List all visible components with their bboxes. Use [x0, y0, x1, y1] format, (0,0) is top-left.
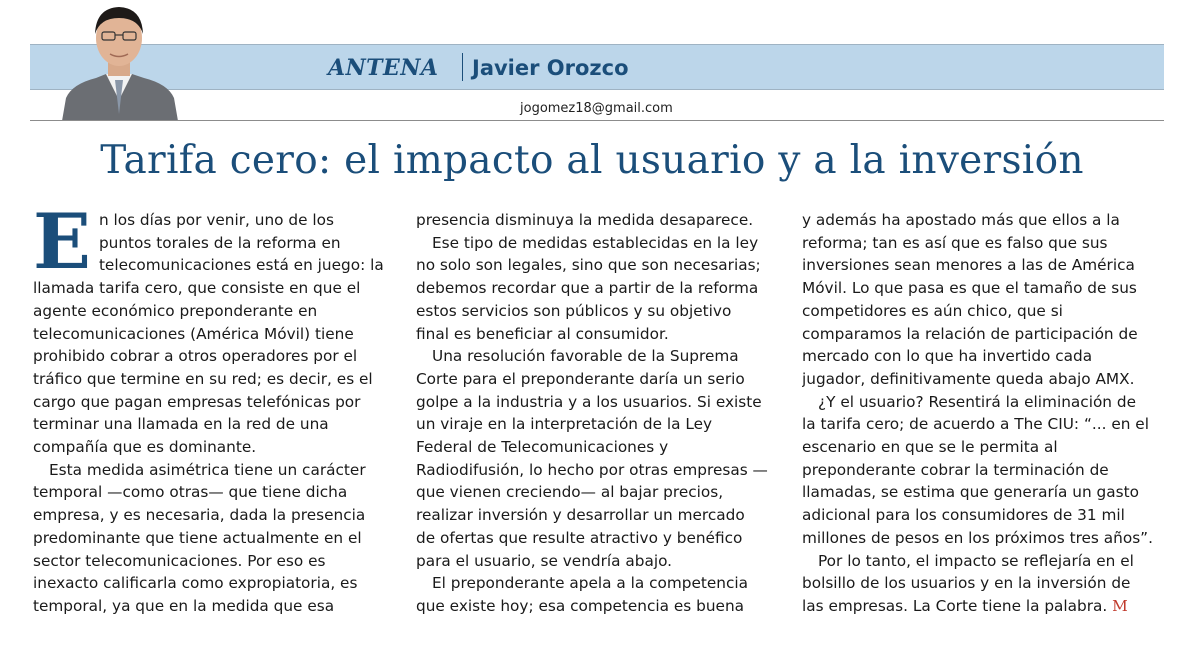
paragraph: Ese tipo de medidas establecidas en la ley no solo son legales, sino que son necesarias; debemos recordar que a partir de la reforma estos servicios son públicos y su objetivo final es beneficiar al consumidor. [416, 233, 761, 343]
article-column-3 [802, 209, 1154, 629]
banner-divider [462, 53, 463, 81]
paragraph-text: n los días por venir, uno de los puntos torales de la reforma en telecomunicaciones está en juego: la llamada tarifa cero, que consiste en que el agente económico preponderante en telecomunicaciones (América Móvil) tiene prohibido cobrar a otros operadores por el tráfico que termine en su red; es decir, es el cargo que pagan empresas telefónicas por terminar una llamada en la red de una compañía que es dominante. [33, 211, 384, 457]
article-column-2 [416, 209, 768, 629]
author-name: Javier Orozco [472, 56, 629, 80]
paragraph: ¿Y el usuario? Resentirá la eliminación de la tarifa cero; de acuerdo a The CIU: “... en el escenario en que se le permita al preponderante cobrar la terminación de llamadas, se estima que generaría un gasto adicional para los consumidores de 31 mil millones de pesos en los próximos tres años”. [802, 392, 1153, 547]
paragraph: y además ha apostado más que ellos a la reforma; tan es así que es falso que sus inversiones sean menores a las de América Móvil. Lo que pasa es que el tamaño de sus competidores es aún chico, que si comparamos la relación de participación de mercado con lo que ha invertido cada jugador, definitivamente queda abajo AMX. [802, 211, 1138, 388]
paragraph [802, 550, 1154, 618]
paragraph: Una resolución favorable de la Suprema Corte para el preponderante daría un serio golpe a la industria y a los usuarios. Si existe un viraje en la interpretación de la Ley Federal de Telecomunicaciones y Radiodifusión, lo hecho por otras empresas —que vienen creciendo— al bajar precios, realizar inversión y desarrollar un mercado de ofertas que resulte atractivo y benéfico para el usuario, se vendría abajo. [416, 347, 768, 570]
article-column-1 [33, 209, 385, 629]
paragraph-text: Por lo tanto, el impacto se reflejaría en el bolsillo de los usuarios y en la inversión de las empresas. La Corte tiene la palabra. [802, 551, 1134, 615]
paragraph: presencia disminuya la medida desaparece. [416, 211, 754, 229]
header-rule [30, 120, 1164, 121]
article-headline: Tarifa cero: el impacto al usuario y a la inversión [100, 138, 1084, 183]
author-email: jogomez18@gmail.com [520, 101, 673, 116]
end-mark-icon: M [1112, 596, 1128, 615]
paragraph [33, 209, 385, 459]
paragraph: El preponderante apela a la competencia que existe hoy; esa competencia es buena [416, 574, 748, 615]
paragraph: Esta medida asimétrica tiene un carácter temporal —como otras— que tiene dicha empresa, y es necesaria, dada la presencia predominante que tiene actualmente en el sector telecomunicaciones. Por eso es inexacto calificarla como expropiatoria, es temporal, ya que en la medida que esa [33, 460, 366, 615]
author-photo [52, 0, 186, 121]
drop-cap: E [33, 209, 91, 286]
section-name: ANTENA [328, 55, 439, 81]
